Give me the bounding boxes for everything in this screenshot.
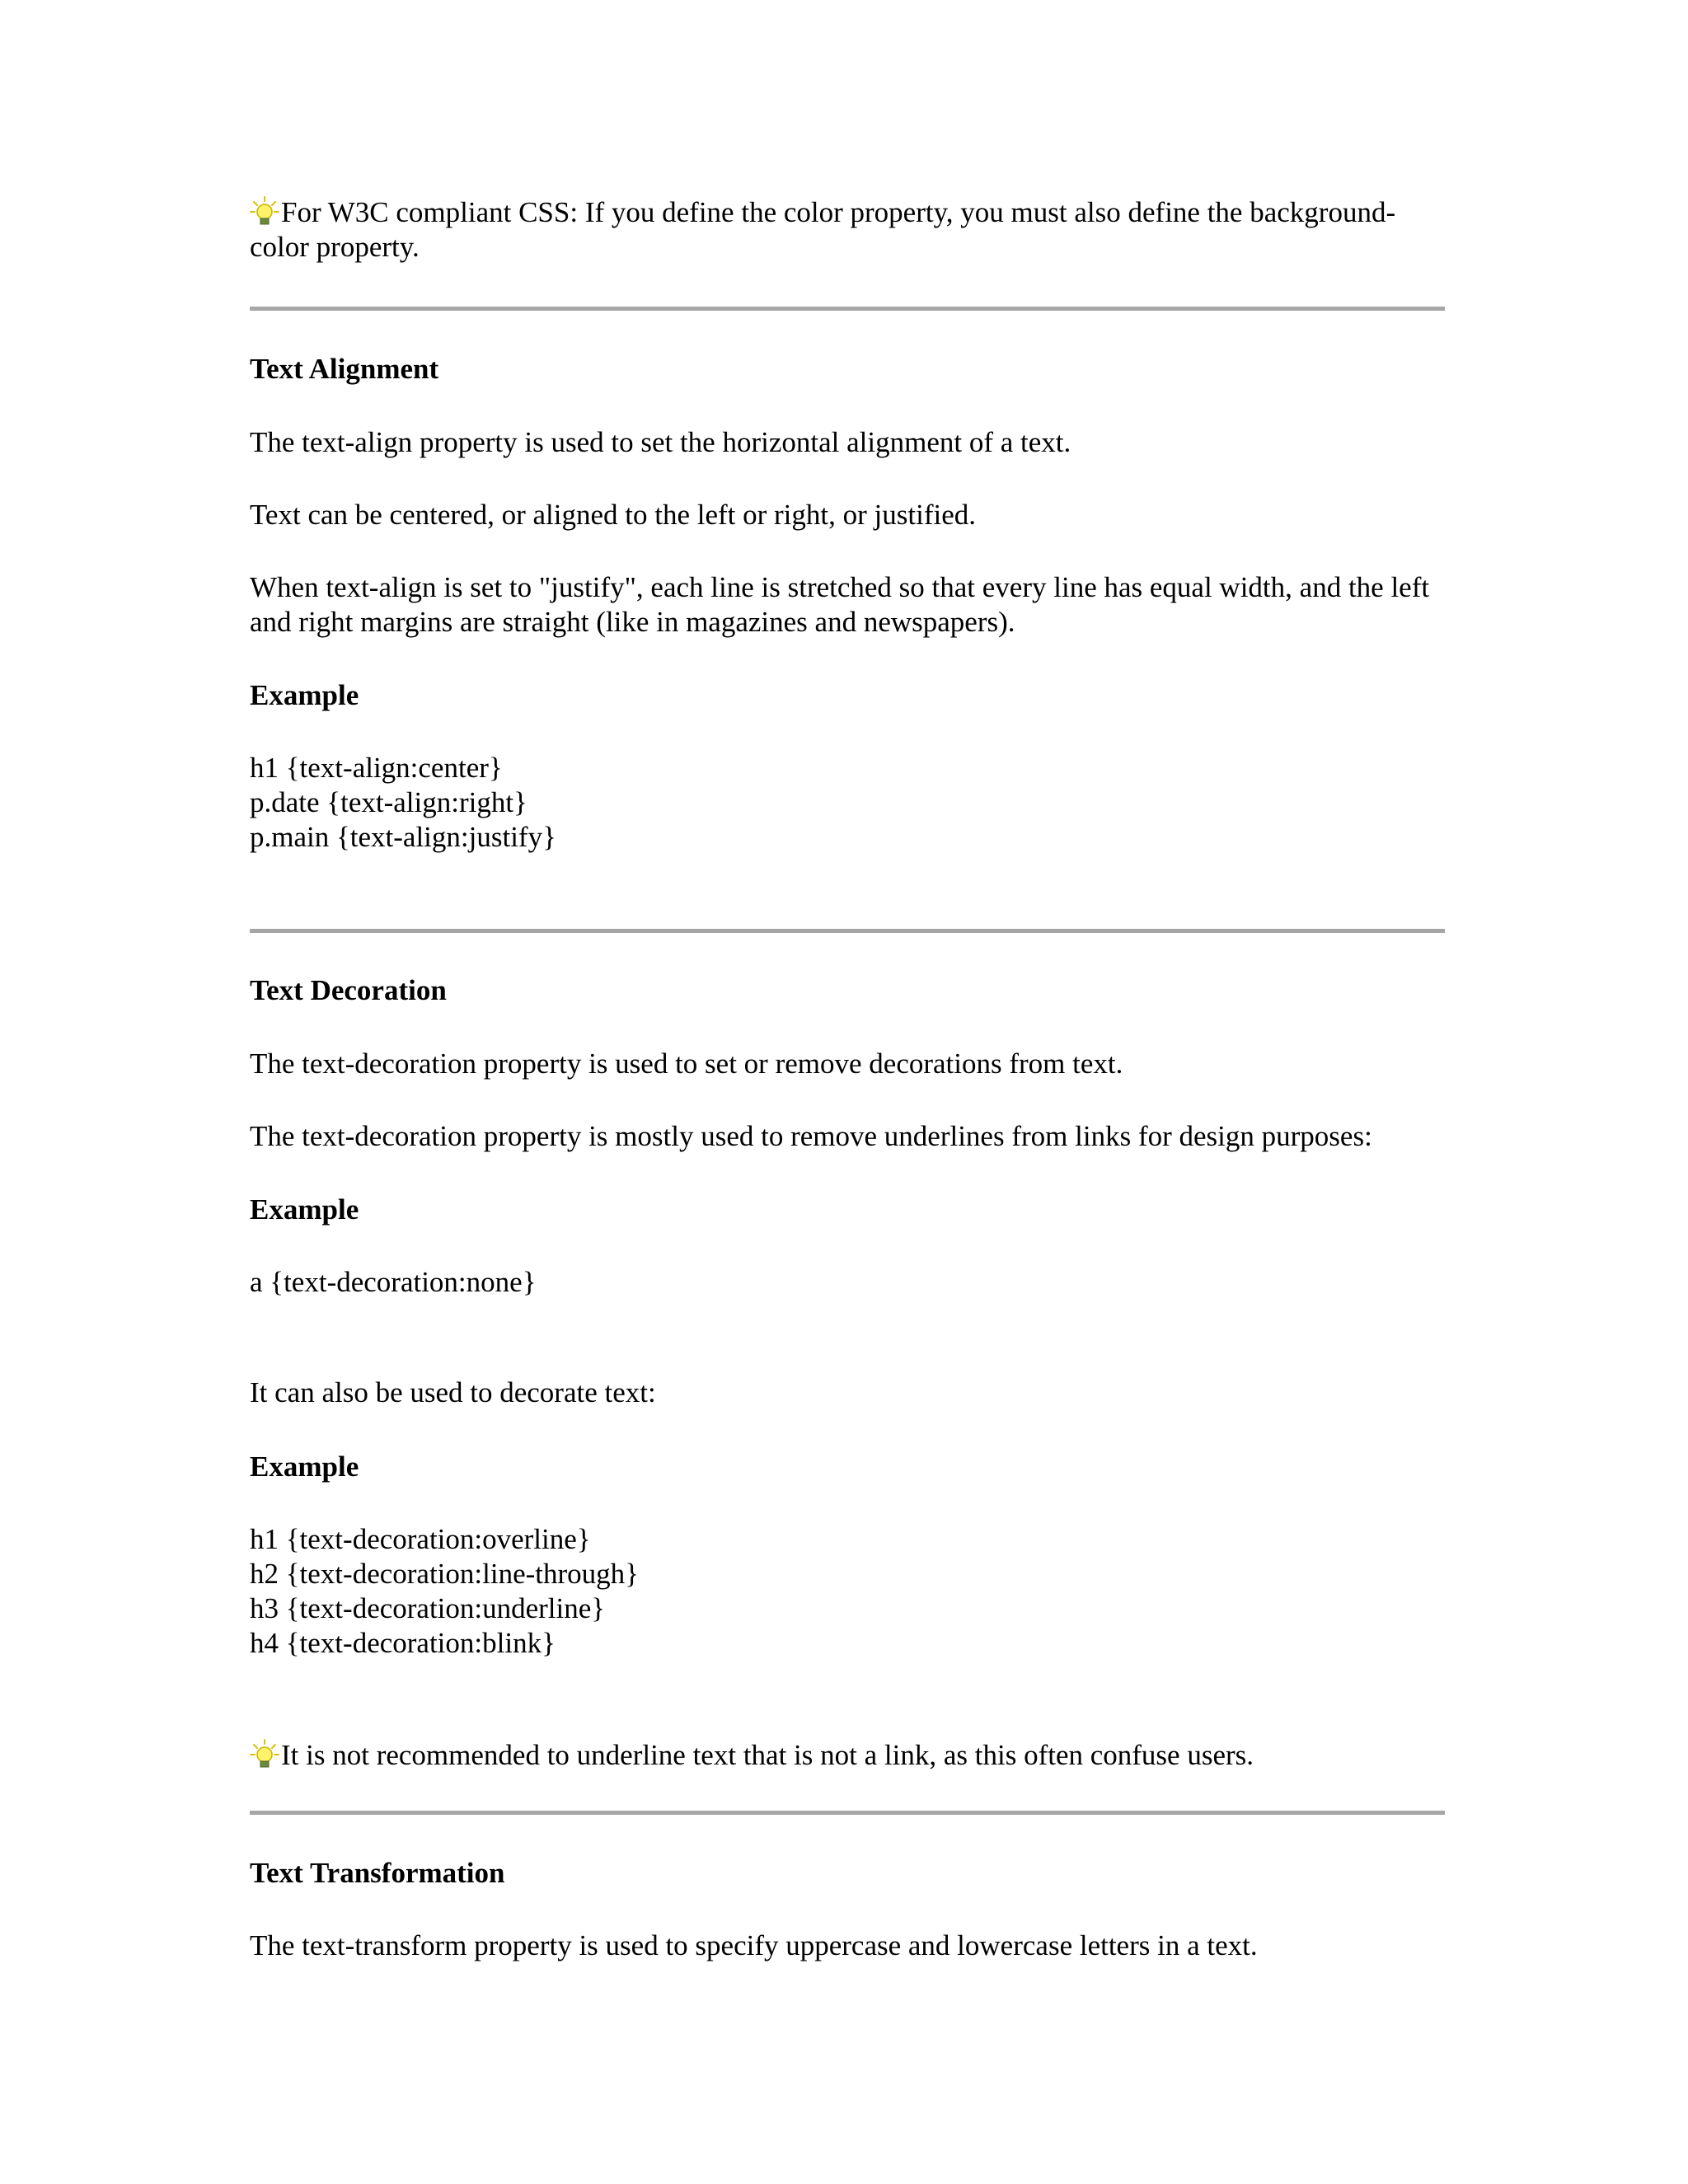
section-heading-text-transformation: Text Transformation <box>250 1857 505 1889</box>
code-line: p.main {text-align:justify} <box>250 821 556 853</box>
horizontal-divider <box>250 307 1445 311</box>
code-example <box>250 751 1445 855</box>
example-label: Example <box>250 1451 359 1483</box>
code-line: h2 {text-decoration:line-through} <box>250 1558 639 1590</box>
paragraph: Text can be centered, or aligned to the left or right, or justified. <box>250 499 976 531</box>
paragraph: The text-align property is used to set the horizontal alignment of a text. <box>250 426 1071 458</box>
paragraph: It can also be used to decorate text: <box>250 1376 656 1408</box>
code-line: h1 {text-align:center} <box>250 752 503 784</box>
example-label: Example <box>250 679 359 711</box>
tip-text: It is not recommended to underline text that is not a link, as this often confuse users. <box>281 1739 1254 1771</box>
tip-text: For W3C compliant CSS: If you define the color property, you must also define the background-color property. <box>250 196 1396 263</box>
code-example <box>250 1522 1445 1661</box>
paragraph: When text-align is set to "justify", each line is stretched so that every line has equal width, and the left and right margins are straight (like in magazines and newspapers). <box>250 571 1430 638</box>
code-line: h3 {text-decoration:underline} <box>250 1592 606 1624</box>
section-heading-text-decoration: Text Decoration <box>250 974 447 1006</box>
lightbulb-icon <box>250 1738 279 1773</box>
paragraph: The text-decoration property is mostly used to remove underlines from links for design purposes: <box>250 1120 1372 1152</box>
horizontal-divider <box>250 1811 1445 1815</box>
section-heading-text-alignment: Text Alignment <box>250 353 439 385</box>
paragraph: The text-decoration property is used to set or remove decorations from text. <box>250 1047 1123 1080</box>
example-label: Example <box>250 1193 359 1226</box>
tip-note-color <box>250 195 1445 265</box>
code-line: h1 {text-decoration:overline} <box>250 1523 591 1555</box>
paragraph: The text-transform property is used to specify uppercase and lowercase letters in a text. <box>250 1929 1258 1961</box>
tip-note-underline <box>250 1738 1445 1773</box>
code-line: h4 {text-decoration:blink} <box>250 1627 556 1659</box>
code-line: p.date {text-align:right} <box>250 786 528 818</box>
code-example <box>250 1265 1445 1300</box>
code-line: a {text-decoration:none} <box>250 1266 537 1298</box>
lightbulb-icon <box>250 195 279 230</box>
horizontal-divider <box>250 929 1445 933</box>
